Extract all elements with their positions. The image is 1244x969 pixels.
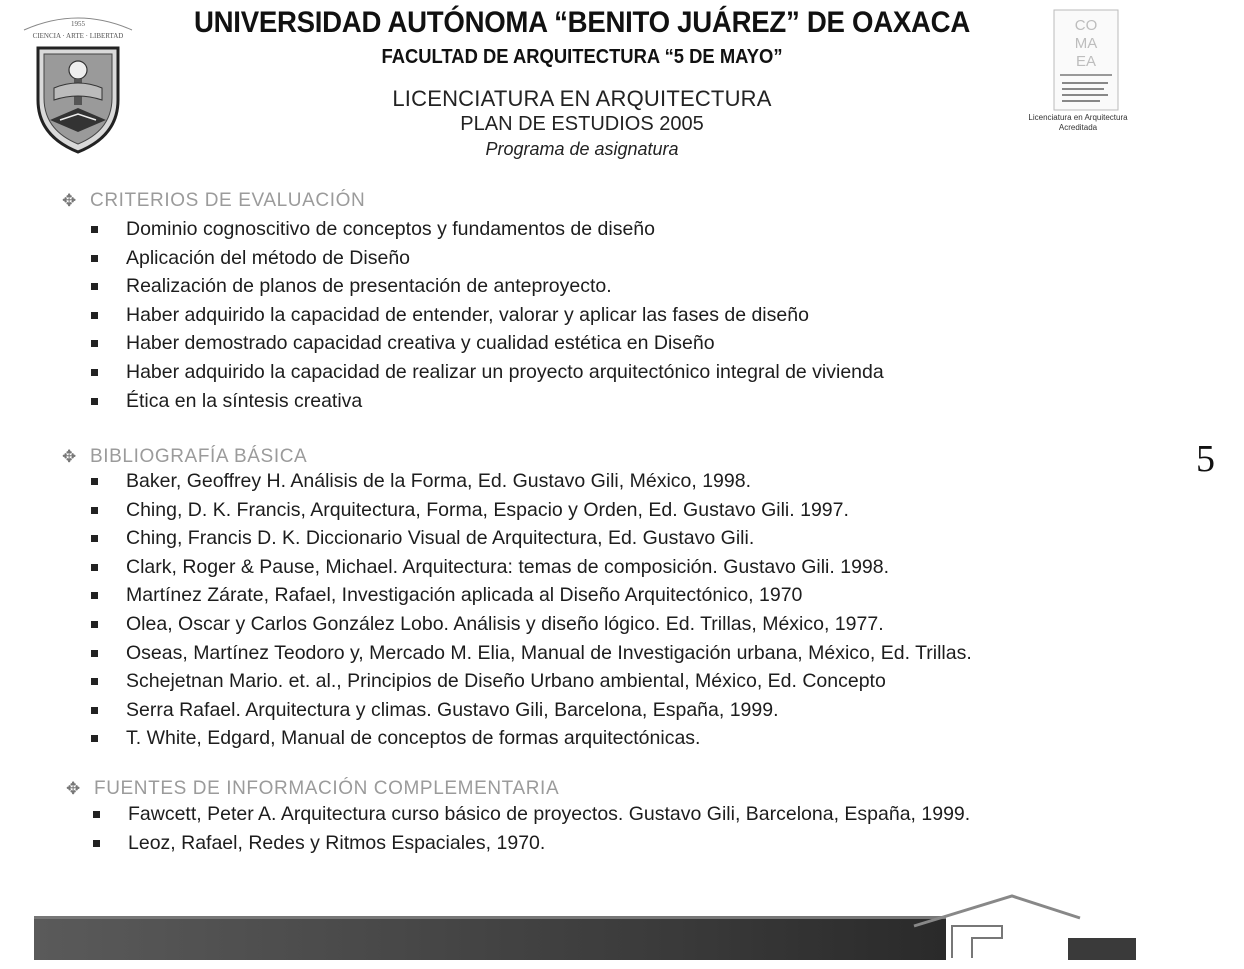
list-item-text: Ching, Francis D. K. Diccionario Visual de Arquitectura, Ed. Gustavo Gili. [126, 527, 755, 550]
program-name: LICENCIATURA EN ARQUITECTURA [392, 86, 772, 111]
seal-year: 1955 [71, 20, 85, 28]
section-title: FUENTES DE INFORMACIÓN COMPLEMENTARIA [94, 778, 560, 799]
list-item [91, 639, 972, 668]
section-heading-bibliography [62, 446, 307, 468]
list-item [91, 301, 884, 330]
list-item-text: T. White, Edgard, Manual de conceptos de formas arquitectónicas. [126, 727, 701, 750]
comaea-letters-1: CO [1074, 17, 1098, 34]
square-bullet-icon [91, 340, 98, 347]
plus-icon: ✥ [62, 191, 77, 211]
section-title: BIBLIOGRAFÍA BÁSICA [90, 446, 308, 467]
list-item-text: Haber adquirido la capacidad de realizar un proyecto arquitectónico integral de vivienda [126, 360, 884, 383]
list-item [91, 387, 884, 416]
list-item-text: Leoz, Rafael, Redes y Ritmos Espaciales, 1970. [128, 831, 546, 854]
accreditation-caption [1008, 113, 1148, 133]
list-item [91, 581, 972, 610]
list-item-text: Aplicación del método de Diseño [126, 246, 411, 269]
list-item-text: Ética en la síntesis creativa [126, 389, 363, 412]
list-item [93, 829, 970, 858]
square-bullet-icon [91, 650, 98, 657]
comaea-letters-3: EA [1075, 53, 1097, 70]
list-item-text: Schejetnan Mario. et. al., Principios de Diseño Urbano ambiental, México, Ed. Concepto [126, 670, 886, 693]
list-item-text: Martínez Zárate, Rafael, Investigación aplicada al Diseño Arquitectónico, 1970 [126, 584, 803, 607]
section-heading-complementary-sources [66, 778, 559, 800]
accreditation-line: Acreditada [1058, 123, 1098, 132]
list-item-text: Baker, Geoffrey H. Análisis de la Forma, Ed. Gustavo Gili, México, 1998. [126, 470, 751, 492]
list-item [91, 244, 884, 273]
square-bullet-icon [91, 592, 98, 599]
square-bullet-icon [91, 312, 98, 319]
square-bullet-icon [91, 735, 98, 742]
list-item [91, 667, 972, 696]
plus-icon: ✥ [66, 779, 81, 799]
document-subtitle: Programa de asignatura [485, 139, 679, 159]
list-item-text: Haber adquirido la capacidad de entender, valorar y aplicar las fases de diseño [126, 303, 809, 326]
list-item [91, 553, 972, 582]
seal-motto: CIENCIA · ARTE · LIBERTAD [32, 32, 124, 40]
list-item-text: Dominio cognoscitivo de conceptos y fundamentos de diseño [126, 218, 655, 240]
list-item-text: Realización de planos de presentación de anteproyecto. [126, 275, 612, 298]
square-bullet-icon [91, 478, 98, 485]
comaea-letters-2: MA [1074, 35, 1098, 52]
square-bullet-icon [91, 507, 98, 514]
list-item [91, 272, 884, 301]
list-item [93, 800, 970, 829]
evaluation-criteria-list [91, 215, 884, 415]
list-item-text: Ching, D. K. Francis, Arquitectura, Forma, Espacio y Orden, Ed. Gustavo Gili. 1997. [126, 498, 849, 521]
list-item-text: Serra Rafael. Arquitectura y climas. Gustavo Gili, Barcelona, España, 1999. [126, 698, 779, 721]
comaea-accreditation-logo [1052, 8, 1120, 114]
faculty-name: FACULTAD DE ARQUITECTURA “5 DE MAYO” [381, 46, 783, 68]
section-title: CRITERIOS DE EVALUACIÓN [90, 190, 366, 211]
list-item [91, 467, 972, 496]
accreditation-line: Licenciatura en Arquitectura [1028, 113, 1128, 122]
page-number: 5 [1196, 438, 1215, 480]
list-item-text: Oseas, Martínez Teodoro y, Mercado M. Elia, Manual de Investigación urbana, México, Ed. Trillas. [126, 641, 972, 664]
list-item-text: Fawcett, Peter A. Arquitectura curso básico de proyectos. Gustavo Gili, Barcelona, España, 1999. [128, 803, 971, 825]
bibliography-list [91, 467, 972, 753]
square-bullet-icon [91, 678, 98, 685]
plus-icon: ✥ [62, 447, 77, 467]
square-bullet-icon [91, 398, 98, 405]
list-item [91, 496, 972, 525]
square-bullet-icon [91, 621, 98, 628]
study-plan: PLAN DE ESTUDIOS 2005 [460, 113, 704, 135]
list-item [91, 610, 972, 639]
university-shield-logo [14, 8, 142, 156]
university-name: UNIVERSIDAD AUTÓNOMA “BENITO JUÁREZ” DE OAXACA [193, 6, 970, 39]
square-bullet-icon [91, 226, 98, 233]
square-bullet-icon [91, 283, 98, 290]
square-bullet-icon [93, 840, 100, 847]
list-item [91, 724, 972, 753]
list-item [91, 215, 884, 244]
complementary-sources-list [93, 800, 970, 857]
list-item [91, 524, 972, 553]
list-item [91, 696, 972, 725]
square-bullet-icon [91, 564, 98, 571]
list-item [91, 358, 884, 387]
list-item-text: Haber demostrado capacidad creativa y cualidad estética en Diseño [126, 332, 715, 355]
square-bullet-icon [91, 369, 98, 376]
square-bullet-icon [91, 707, 98, 714]
list-item [91, 329, 884, 358]
square-bullet-icon [91, 255, 98, 262]
square-bullet-icon [91, 535, 98, 542]
section-heading-evaluation [62, 190, 365, 212]
footer-architecture-band [34, 888, 1138, 964]
list-item-text: Clark, Roger & Pause, Michael. Arquitectura: temas de composición. Gustavo Gili. 1998. [126, 555, 890, 578]
square-bullet-icon [93, 811, 100, 818]
list-item-text: Olea, Oscar y Carlos González Lobo. Análisis y diseño lógico. Ed. Trillas, México, 1977. [126, 612, 884, 635]
